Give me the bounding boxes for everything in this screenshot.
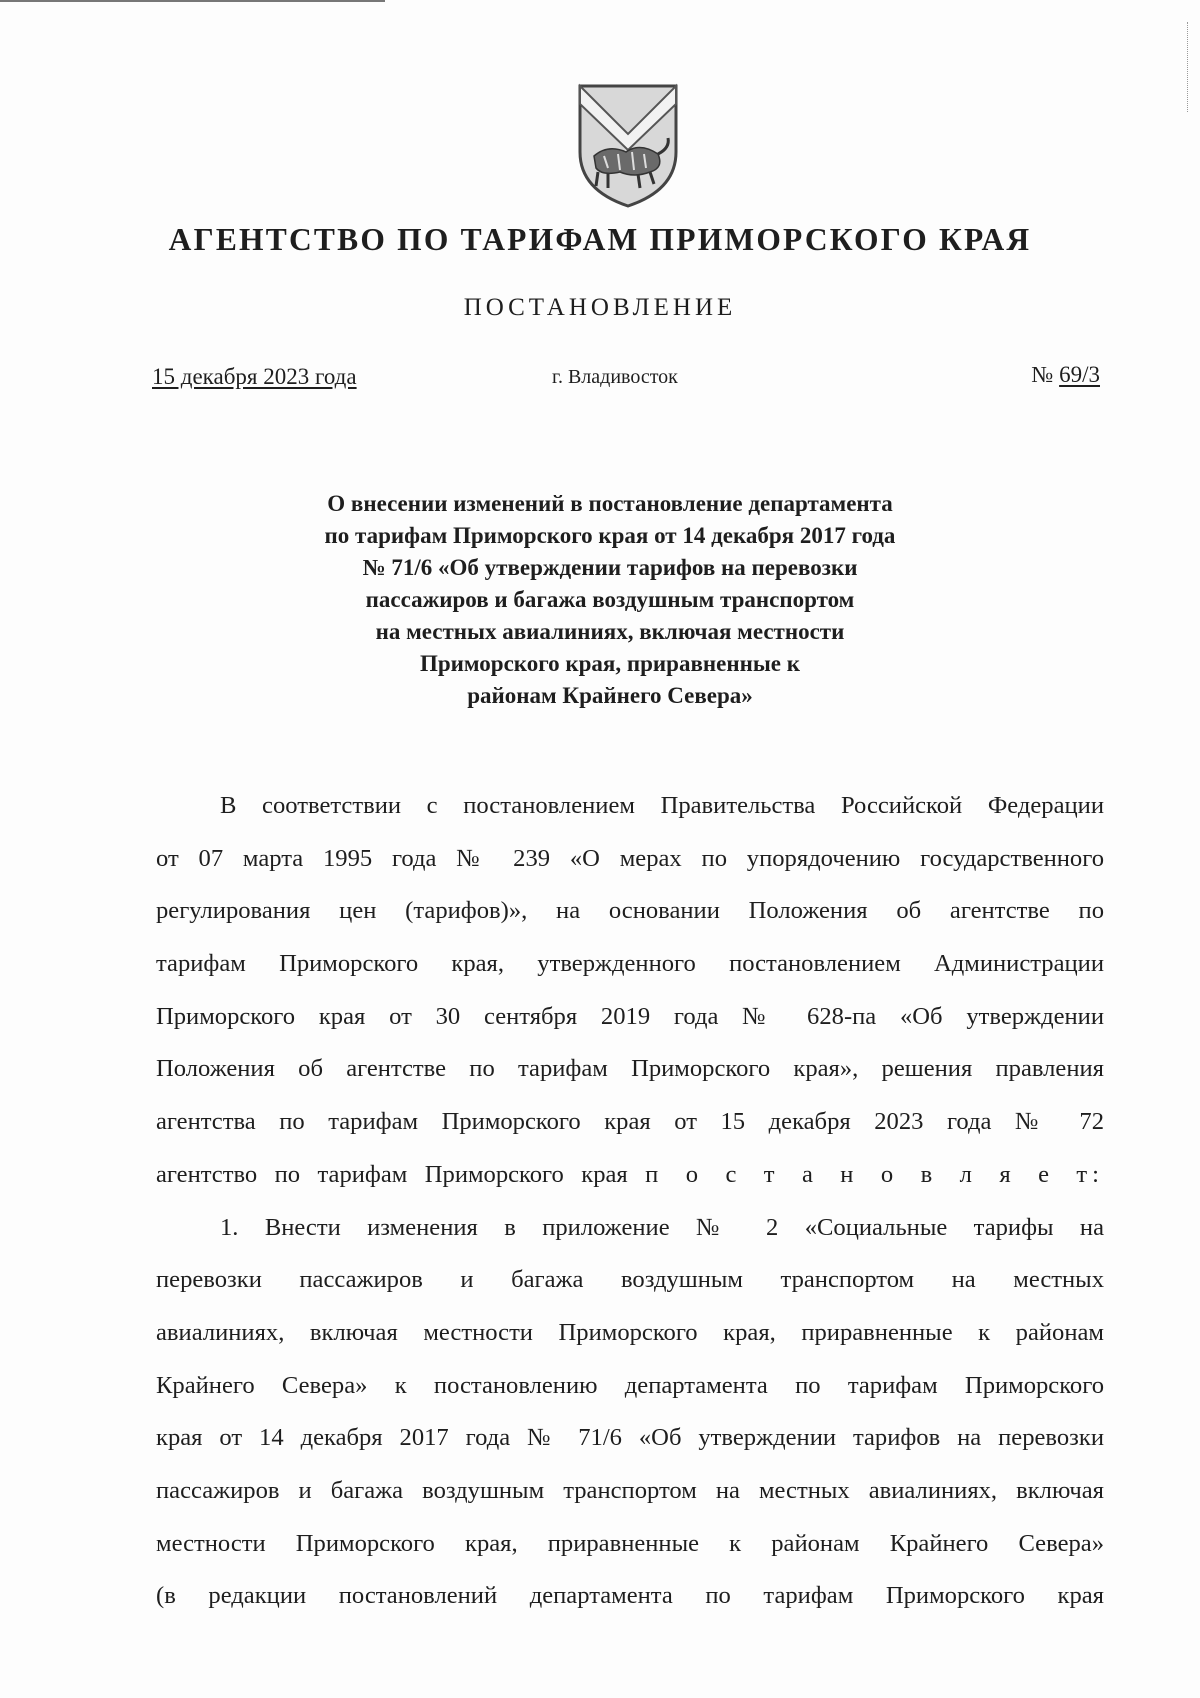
body-line: от 07 марта 1995 года № 239 «О мерах по упорядочению государственного (156, 844, 1104, 872)
body-line: авиалиниях, включая местности Приморского края, приравненные к районам (156, 1318, 1104, 1346)
document-body (156, 780, 1104, 1623)
title-line: № 71/6 «Об утверждении тарифов на перевозки (362, 555, 858, 580)
body-line: местности Приморского края, приравненные к районам Крайнего Севера» (156, 1529, 1104, 1557)
document-title (200, 488, 1020, 712)
primorye-coat-of-arms-icon (574, 82, 682, 210)
body-line: Положения об агентстве по тарифам Приморского края», решения правления (156, 1055, 1104, 1083)
title-line: О внесении изменений в постановление департамента (327, 491, 893, 516)
document-type: ПОСТАНОВЛЕНИЕ (463, 294, 737, 321)
body-line: регулирования цен (тарифов)», на основании Положения об агентстве по (156, 897, 1104, 925)
body-line: перевозки пассажиров и багажа воздушным транспортом на местных (156, 1266, 1104, 1294)
scan-edge-line (0, 0, 385, 2)
body-line: тарифам Приморского края, утвержденного постановлением Администрации (156, 950, 1104, 978)
number-prefix: № (1031, 362, 1054, 387)
body-line: В соответствии с постановлением Правительства Российской Федерации (220, 792, 1104, 819)
agency-name: АГЕНТСТВО ПО ТАРИФАМ ПРИМОРСКОГО КРАЯ (168, 222, 1032, 257)
body-line: Приморского края от 30 сентября 2019 года № 628-па «Об утверждении (156, 1002, 1104, 1030)
decree-word: п о с т а н о в л я е т: (645, 1160, 1104, 1188)
body-line: (в редакции постановлений департамента по тарифам Приморского края (156, 1582, 1104, 1610)
document-city: г. Владивосток (552, 366, 678, 388)
title-line: по тарифам Приморского края от 14 декабря 2017 года (324, 523, 896, 548)
body-line: Крайнего Севера» к постановлению департамента по тарифам Приморского (156, 1371, 1104, 1399)
body-line: пассажиров и багажа воздушным транспортом на местных авиалиниях, включая (156, 1476, 1104, 1504)
body-line: края от 14 декабря 2017 года № 71/6 «Об утверждении тарифов на перевозки (156, 1424, 1104, 1452)
body-line: 1. Внести изменения в приложение № 2 «Социальные тарифы на (220, 1213, 1104, 1241)
title-line: пассажиров и багажа воздушным транспортом (365, 587, 855, 612)
title-line: Приморского края, приравненные к (420, 651, 800, 676)
body-line: агентство по тарифам Приморского края п о с т а н о в л я е т: (156, 1160, 1104, 1188)
title-line: районам Крайнего Севера» (467, 683, 753, 708)
number-value: 69/3 (1059, 362, 1100, 387)
body-line: агентства по тарифам Приморского края от 15 декабря 2023 года № 72 (156, 1108, 1104, 1136)
scan-margin-mark (1187, 22, 1194, 112)
title-line: на местных авиалиниях, включая местности (375, 619, 845, 644)
document-number (1031, 362, 1100, 388)
document-date: 15 декабря 2023 года (152, 364, 357, 389)
